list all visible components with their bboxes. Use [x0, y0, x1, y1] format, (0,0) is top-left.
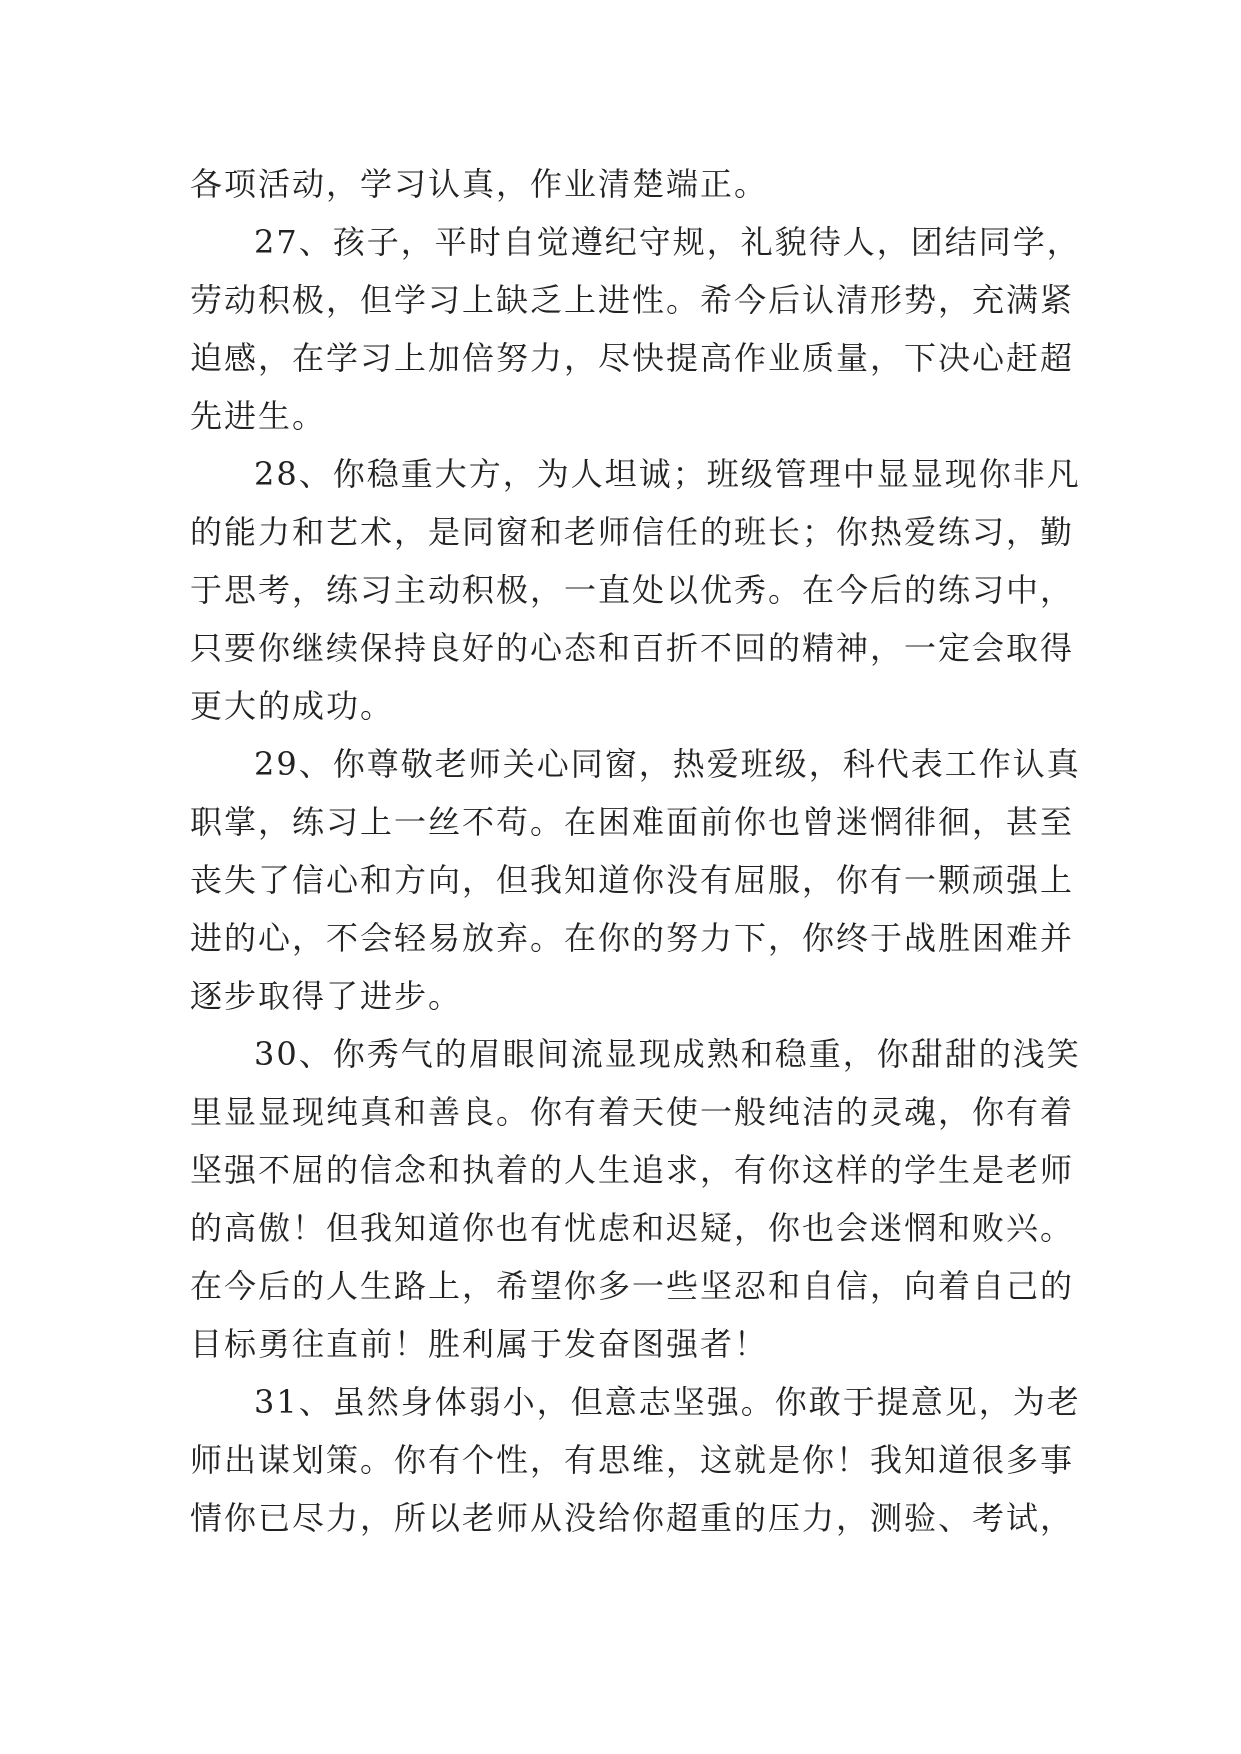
text-line: 各项活动，学习认真，作业清楚端正。 [190, 165, 769, 203]
paragraph-27 [190, 213, 1081, 445]
text-line: 于思考，练习主动积极，一直处以优秀。在今后的练习中， [190, 571, 1075, 609]
text-line: 师出谋划策。你有个性，有思维，这就是你！我知道很多事 [190, 1441, 1075, 1479]
text-line: 28、你稳重大方，为人坦诚；班级管理中显显现你非凡 [254, 455, 1081, 493]
paragraph-31 [190, 1373, 1081, 1547]
text-line: 先进生。 [190, 397, 327, 435]
text-line: 更大的成功。 [190, 687, 395, 725]
text-line: 在今后的人生路上，希望你多一些坚忍和自信，向着自己的 [190, 1267, 1075, 1305]
text-line: 逐步取得了进步。 [190, 977, 463, 1015]
text-line: 的能力和艺术，是同窗和老师信任的班长；你热爱练习，勤 [190, 513, 1075, 551]
text-line: 里显显现纯真和善良。你有着天使一般纯洁的灵魂，你有着 [190, 1093, 1075, 1131]
text-line: 迫感，在学习上加倍努力，尽快提高作业质量，下决心赶超 [190, 339, 1075, 377]
text-line: 坚强不屈的信念和执着的人生追求，有你这样的学生是老师 [190, 1151, 1075, 1189]
text-line: 的高傲！但我知道你也有忧虑和迟疑，你也会迷惘和败兴。 [190, 1209, 1075, 1247]
text-line: 丧失了信心和方向，但我知道你没有屈服，你有一颗顽强上 [190, 861, 1075, 899]
text-line: 31、虽然身体弱小，但意志坚强。你敢于提意见，为老 [254, 1383, 1081, 1421]
text-line: 29、你尊敬老师关心同窗，热爱班级，科代表工作认真 [254, 745, 1081, 783]
text-line: 27、孩子，平时自觉遵纪守规，礼貌待人，团结同学， [254, 223, 1081, 261]
paragraph-26-continued [190, 155, 1060, 213]
text-line: 只要你继续保持良好的心态和百折不回的精神，一定会取得 [190, 629, 1075, 667]
text-line: 进的心，不会轻易放弃。在你的努力下，你终于战胜困难并 [190, 919, 1075, 957]
paragraph-29 [190, 735, 1081, 1025]
text-line: 情你已尽力，所以老师从没给你超重的压力，测验、考试， [190, 1499, 1075, 1537]
paragraph-28 [190, 445, 1081, 735]
text-line: 劳动积极，但学习上缺乏上进性。希今后认清形势，充满紧 [190, 281, 1075, 319]
text-line: 职掌，练习上一丝不苟。在困难面前你也曾迷惘徘徊，甚至 [190, 803, 1075, 841]
document-body [190, 155, 1081, 1547]
text-line: 30、你秀气的眉眼间流显现成熟和稳重，你甜甜的浅笑 [254, 1035, 1081, 1073]
paragraph-30 [190, 1025, 1081, 1373]
text-line: 目标勇往直前！胜利属于发奋图强者！ [190, 1325, 769, 1363]
